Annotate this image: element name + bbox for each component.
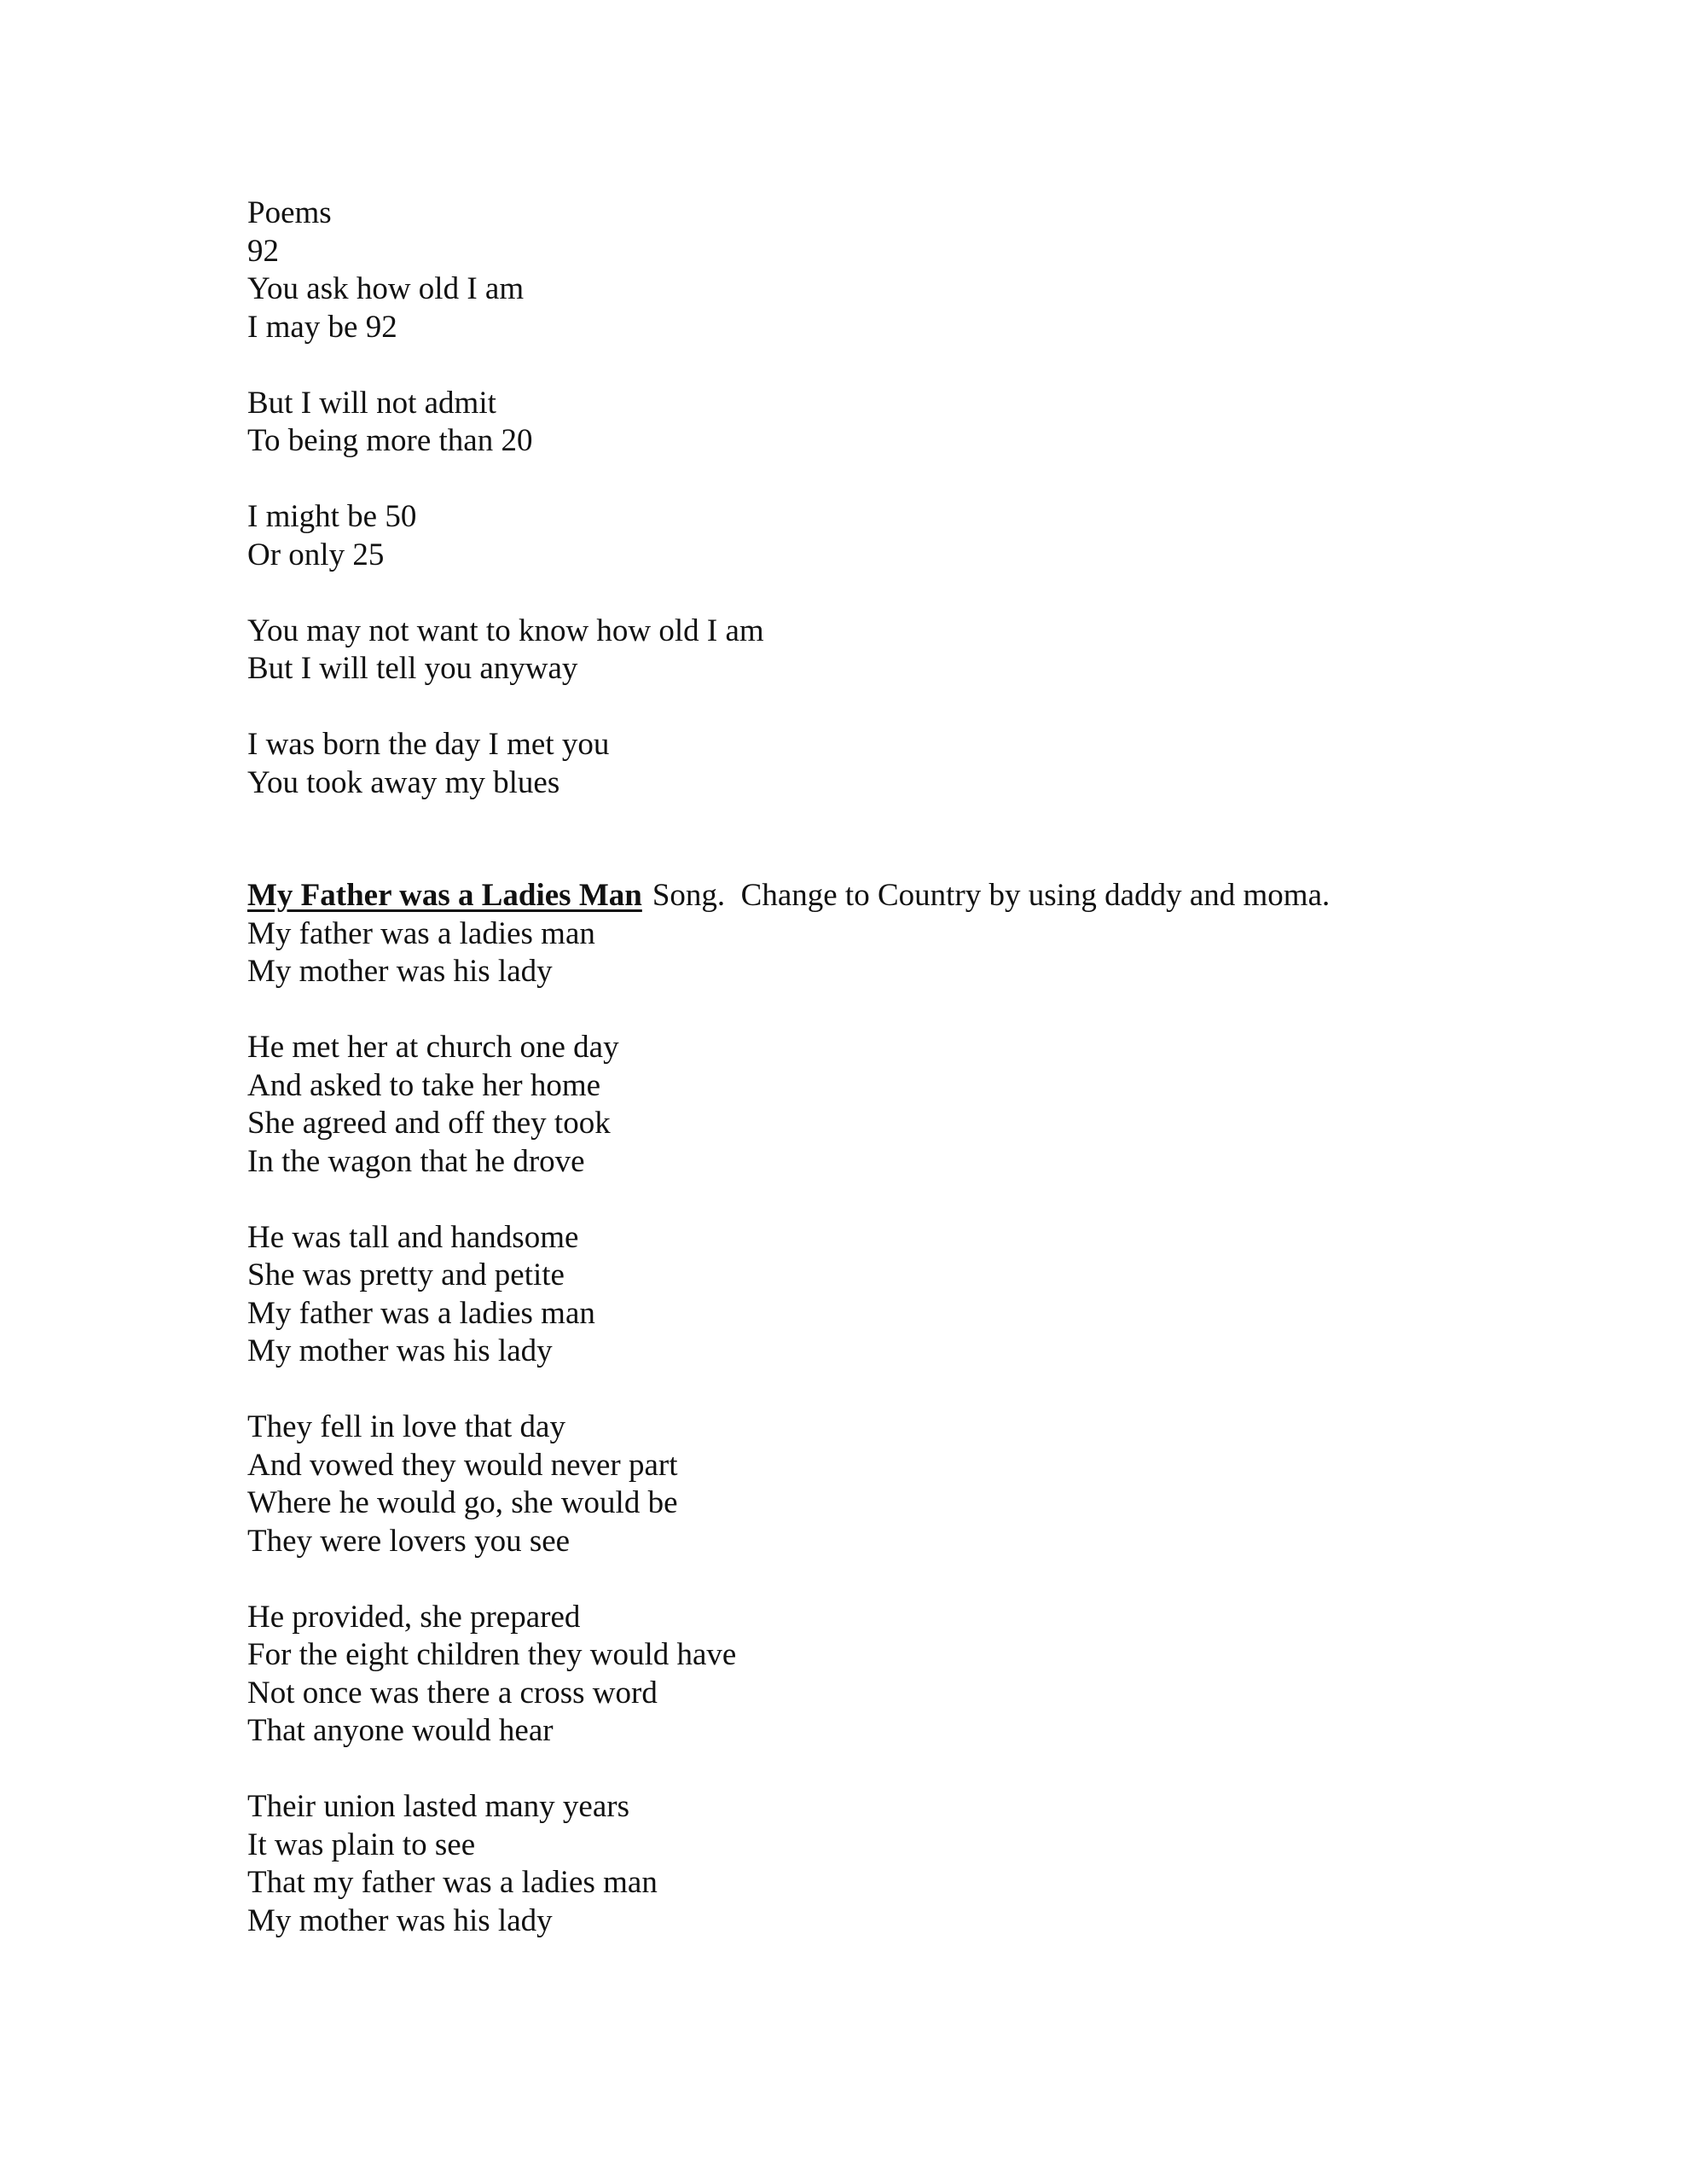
- poem-line: My mother was his lady: [247, 1333, 553, 1368]
- poem1-stanza: [247, 613, 1612, 688]
- poem-line: He was tall and handsome: [247, 1219, 579, 1255]
- document-heading: Poems: [247, 195, 332, 230]
- song-note: Song. Change to Country by using daddy and moma.: [652, 878, 1330, 913]
- song-heading-line: [247, 877, 1612, 915]
- poem-line: You may not want to know how old I am: [247, 613, 764, 648]
- document-page: [247, 195, 1612, 1940]
- poem1-stanza: [247, 726, 1612, 802]
- poem-line: It was plain to see: [247, 1827, 476, 1862]
- poem-line: My father was a ladies man: [247, 1295, 595, 1331]
- poem-line: I may be 92: [247, 309, 397, 345]
- poem-line: They fell in love that day: [247, 1409, 565, 1444]
- poem-line: But I will tell you anyway: [247, 651, 578, 686]
- poem2-stanza: [247, 1599, 1612, 1751]
- poem-line: My father was a ladies man: [247, 915, 595, 951]
- poem-line: Not once was there a cross word: [247, 1675, 658, 1711]
- poem-line: And vowed they would never part: [247, 1447, 678, 1483]
- poem-line: For the eight children they would have: [247, 1637, 737, 1672]
- poem2-stanza: [247, 1029, 1612, 1181]
- poem-line: She was pretty and petite: [247, 1258, 565, 1292]
- poem-line: Their union lasted many years: [247, 1789, 629, 1824]
- poem-line: I was born the day I met you: [247, 727, 610, 762]
- poem-line: He met her at church one day: [247, 1030, 619, 1065]
- poem2-stanza: [247, 915, 1612, 991]
- poem-line: You took away my blues: [247, 764, 560, 800]
- poem-line: She agreed and off they took: [247, 1106, 611, 1141]
- poem-title-92: 92: [247, 233, 279, 269]
- poem-line: Or only 25: [247, 537, 385, 572]
- poem-line: My mother was his lady: [247, 954, 553, 989]
- poem-line: That my father was a ladies man: [247, 1865, 658, 1900]
- poem-line: In the wagon that he drove: [247, 1143, 585, 1179]
- poem-line: You ask how old I am: [247, 271, 525, 306]
- poem-line: To being more than 20: [247, 423, 533, 458]
- section-spacer: [247, 802, 1612, 877]
- poem2-stanza: [247, 1409, 1612, 1560]
- poem-line: My mother was his lady: [247, 1902, 553, 1938]
- poem-line: And asked to take her home: [247, 1067, 601, 1103]
- song-title: My Father was a Ladies Man: [247, 878, 642, 913]
- poem-line: But I will not admit: [247, 385, 496, 421]
- poem-line: He provided, she prepared: [247, 1599, 581, 1635]
- poem1-stanza: [247, 385, 1612, 461]
- poem1-stanza: [247, 498, 1612, 574]
- poem1-stanza: [247, 270, 1612, 346]
- poem-line: They were lovers you see: [247, 1523, 571, 1559]
- poem-line: Where he would go, she would be: [247, 1485, 678, 1520]
- poem-line: I might be 50: [247, 499, 417, 534]
- poem-line: That anyone would hear: [247, 1713, 554, 1748]
- poem2-stanza: [247, 1788, 1612, 1940]
- poem2-stanza: [247, 1219, 1612, 1371]
